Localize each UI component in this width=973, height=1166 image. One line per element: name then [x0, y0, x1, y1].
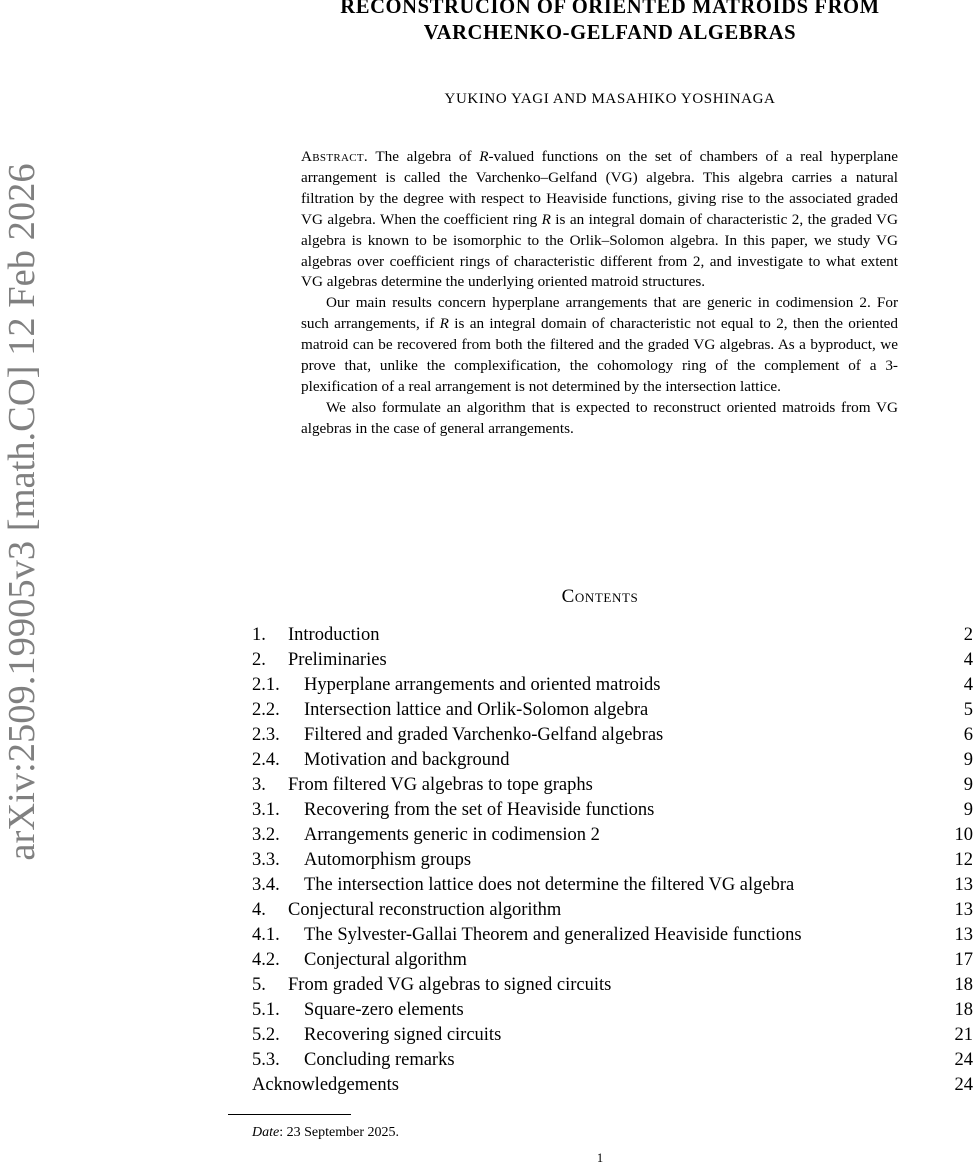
toc-entry-number: 3.2.	[252, 823, 280, 848]
toc-subentry[interactable]	[252, 873, 973, 898]
math-symbol-r: R	[479, 148, 488, 165]
toc-entry-number: 3.4.	[252, 873, 280, 898]
abstract-text-segment: -valued functions on the set of chambers of a real hyperplane arrangement is called the Varchenko–Gelfand (VG) algebra. This algebra carries a natural filtration by the degree with respect to Heaviside functions, giving rise to the associated graded VG algebra. When the coefficient ring	[301, 148, 898, 228]
toc-entry-number: 4.	[252, 898, 266, 923]
toc-entry-title: Motivation and background	[304, 748, 510, 773]
toc-entry-page: 21	[955, 1023, 973, 1048]
author-list: YUKINO YAGI AND MASAHIKO YOSHINAGA	[250, 91, 970, 108]
toc-entry-title: Intersection lattice and Orlik-Solomon algebra	[304, 698, 648, 723]
toc-entry-number: 5.1.	[252, 998, 280, 1023]
abstract-text-segment: Our main results concern hyperplane arrangements that are generic in codimension 2. For such arrangements, if	[301, 294, 898, 332]
abstract-paragraph-2	[301, 293, 898, 398]
toc-entry-title: Arrangements generic in codimension 2	[304, 823, 600, 848]
toc-entry-title: Preliminaries	[288, 648, 387, 673]
toc-entry-number: 3.	[252, 773, 266, 798]
toc-entry[interactable]	[252, 623, 973, 648]
footnote-rule	[228, 1114, 351, 1115]
title-line-1: RECONSTRUCION OF ORIENTED MATROIDS FROM	[250, 0, 970, 20]
toc-entry-title: Recovering signed circuits	[304, 1023, 501, 1048]
toc-subentry[interactable]	[252, 848, 973, 873]
arxiv-identifier-stamp	[0, 0, 50, 1165]
toc-entry-number: 3.3.	[252, 848, 280, 873]
toc-subentry[interactable]	[252, 1048, 973, 1073]
toc-entry[interactable]	[252, 898, 973, 923]
toc-entry-title: Automorphism groups	[304, 848, 471, 873]
toc-entry-page: 10	[955, 823, 973, 848]
toc-entry-page: 5	[964, 698, 973, 723]
toc-entry-title: Square-zero elements	[304, 998, 464, 1023]
paper-title	[250, 0, 970, 46]
toc-entry-number: 2.3.	[252, 723, 280, 748]
toc-entry-number: 5.2.	[252, 1023, 280, 1048]
toc-entry-title: Conjectural algorithm	[304, 948, 467, 973]
toc-subentry[interactable]	[252, 748, 973, 773]
toc-entry-page: 4	[964, 648, 973, 673]
toc-subentry[interactable]	[252, 723, 973, 748]
toc-entry-page: 18	[955, 998, 973, 1023]
toc-subentry[interactable]	[252, 1023, 973, 1048]
footnote-date	[252, 1125, 399, 1141]
toc-entry-acknowledgements[interactable]	[252, 1073, 973, 1098]
toc-subentry[interactable]	[252, 823, 973, 848]
toc-entry-number: 2.2.	[252, 698, 280, 723]
toc-entry-title: Filtered and graded Varchenko-Gelfand algebras	[304, 723, 663, 748]
contents-heading: Contents	[250, 586, 950, 608]
title-line-2: VARCHENKO-GELFAND ALGEBRAS	[250, 20, 970, 46]
toc-subentry[interactable]	[252, 798, 973, 823]
arxiv-identifier-text: arXiv:2509.19905v3 [math.CO] 12 Feb 2026	[0, 163, 44, 860]
toc-entry[interactable]	[252, 973, 973, 998]
toc-entry-title: From filtered VG algebras to tope graphs	[288, 773, 593, 798]
toc-entry-title: Introduction	[288, 623, 379, 648]
toc-entry-page: 4	[964, 673, 973, 698]
math-symbol-r: R	[542, 211, 551, 228]
abstract-paragraph-3: We also formulate an algorithm that is expected to reconstruct oriented matroids from VG algebras in the case of general arrangements.	[301, 398, 898, 440]
toc-entry-title: The intersection lattice does not determine the filtered VG algebra	[304, 873, 794, 898]
abstract	[301, 147, 898, 440]
toc-entry-page: 9	[964, 748, 973, 773]
toc-entry-number: 1.	[252, 623, 266, 648]
toc-subentry[interactable]	[252, 998, 973, 1023]
toc-entry-page: 13	[955, 923, 973, 948]
toc-entry-number: 5.3.	[252, 1048, 280, 1073]
toc-entry-page: 24	[955, 1048, 973, 1073]
toc-entry-title: Conjectural reconstruction algorithm	[288, 898, 561, 923]
toc-entry-page: 18	[955, 973, 973, 998]
toc-subentry[interactable]	[252, 923, 973, 948]
toc-entry-page: 17	[955, 948, 973, 973]
toc-entry-title: Hyperplane arrangements and oriented matroids	[304, 673, 661, 698]
toc-entry-page: 24	[955, 1073, 973, 1098]
toc-entry[interactable]	[252, 773, 973, 798]
toc-entry[interactable]	[252, 648, 973, 673]
toc-entry-number: 2.4.	[252, 748, 280, 773]
toc-entry-page: 12	[955, 848, 973, 873]
toc-entry-page: 9	[964, 798, 973, 823]
toc-entry-number: 4.2.	[252, 948, 280, 973]
toc-entry-page: 13	[955, 873, 973, 898]
abstract-paragraph-1	[301, 147, 898, 293]
toc-entry-page: 2	[964, 623, 973, 648]
table-of-contents	[252, 623, 973, 1098]
footnote-label: Date	[252, 1125, 279, 1140]
toc-entry-title: Concluding remarks	[304, 1048, 455, 1073]
toc-entry-page: 9	[964, 773, 973, 798]
toc-entry-number: 2.1.	[252, 673, 280, 698]
toc-entry-number: 5.	[252, 973, 266, 998]
abstract-text-segment: is an integral domain of characteristic not equal to 2, then the oriented matroid can be recovered from both the filtered and the graded VG algebras. As a byproduct, we prove that, unlike the complexification, the cohomology ring of the complement of a 3-plexification of a real arrangement is not determined by the intersection lattice.	[301, 315, 898, 395]
toc-subentry[interactable]	[252, 673, 973, 698]
toc-entry-page: 13	[955, 898, 973, 923]
toc-entry-title: Acknowledgements	[252, 1073, 399, 1098]
abstract-text-segment: is an integral domain of characteristic 2, the graded VG algebra is known to be isomorphic to the Orlik–Solomon algebra. In this paper, we study VG algebras over coefficient rings of characteristic different from 2, and investigate to what extent VG algebras determine the underlying oriented matroid structures.	[301, 211, 898, 291]
footnote-text: : 23 September 2025.	[279, 1125, 399, 1140]
toc-entry-title: From graded VG algebras to signed circuits	[288, 973, 611, 998]
toc-entry-number: 4.1.	[252, 923, 280, 948]
math-symbol-r: R	[440, 315, 449, 332]
page-number: 1	[590, 1151, 610, 1166]
toc-entry-number: 3.1.	[252, 798, 280, 823]
toc-subentry[interactable]	[252, 698, 973, 723]
toc-entry-title: The Sylvester-Gallai Theorem and generalized Heaviside functions	[304, 923, 802, 948]
toc-entry-page: 6	[964, 723, 973, 748]
abstract-label: Abstract.	[301, 148, 368, 165]
toc-entry-number: 2.	[252, 648, 266, 673]
toc-entry-title: Recovering from the set of Heaviside functions	[304, 798, 654, 823]
abstract-text-segment: The algebra of	[368, 148, 479, 165]
toc-subentry[interactable]	[252, 948, 973, 973]
